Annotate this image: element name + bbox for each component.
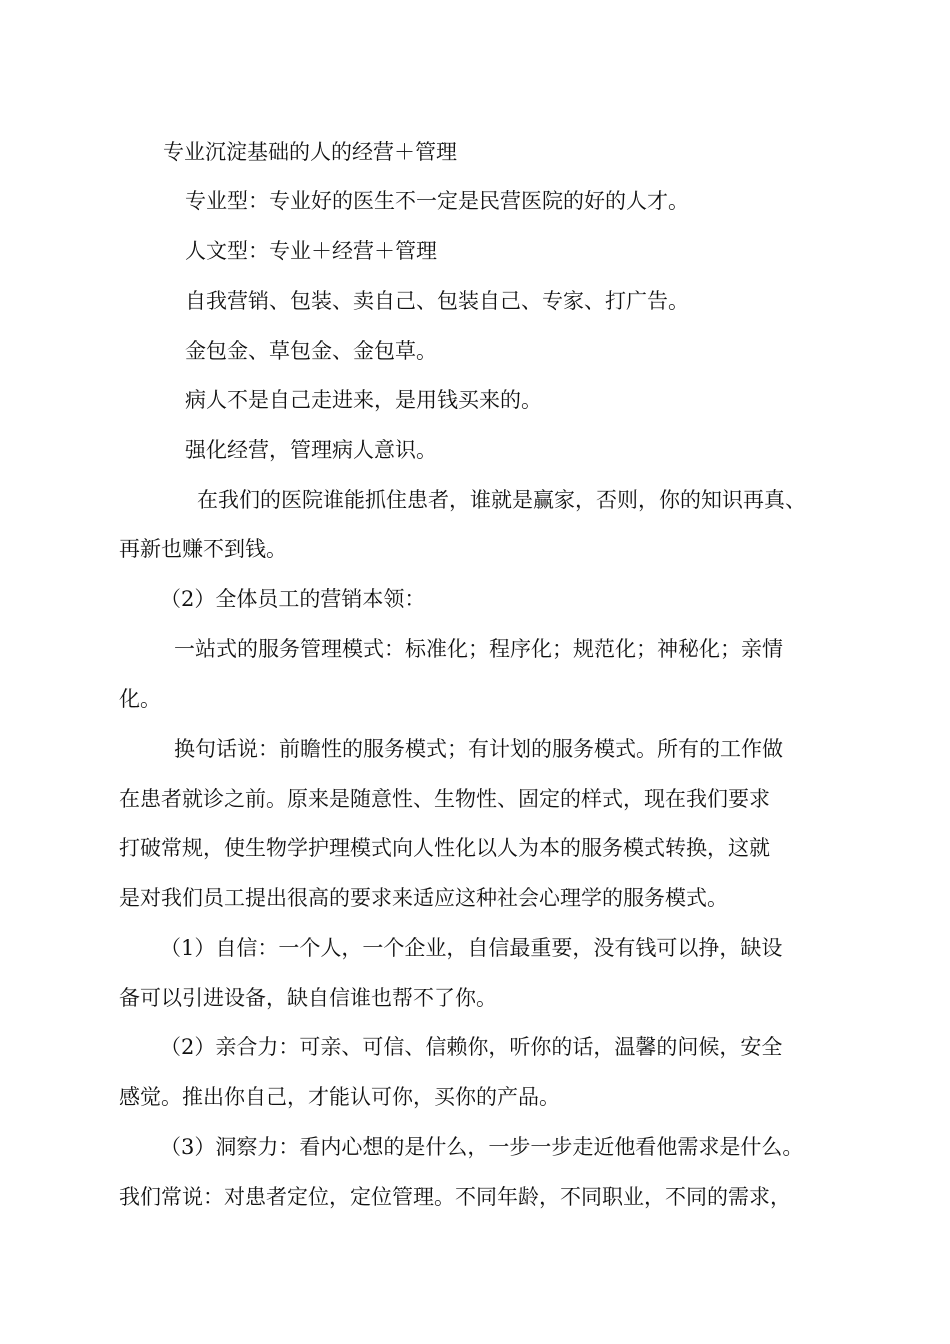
- text-line-17: （1）自信：一个人，一个企业，自信最重要，没有钱可以挣，缺设: [160, 936, 783, 960]
- text-line-8: 在我们的医院谁能抓住患者，谁就是赢家，否则，你的知识再真、: [197, 488, 806, 512]
- text-line-19: （2）亲合力：可亲、可信、信赖你，听你的话，温馨的问候，安全: [160, 1035, 783, 1059]
- text-line-6: 病人不是自己走进来，是用钱买来的。: [185, 388, 542, 412]
- text-line-3: 人文型：专业＋经营＋管理: [185, 239, 437, 263]
- text-line-15: 打破常规，使生物学护理模式向人性化以人为本的服务模式转换，这就: [119, 836, 770, 860]
- text-line-20: 感觉。推出你自己，才能认可你，买你的产品。: [119, 1085, 560, 1109]
- text-line-12: 化。: [119, 687, 161, 711]
- text-line-9: 再新也赚不到钱。: [119, 537, 287, 561]
- text-line-7: 强化经营，管理病人意识。: [185, 438, 437, 462]
- text-line-13: 换句话说：前瞻性的服务模式；有计划的服务模式。所有的工作做: [174, 737, 783, 761]
- text-line-21: （3）洞察力：看内心想的是什么，一步一步走近他看他需求是什么。: [160, 1135, 804, 1159]
- text-line-22: 我们常说：对患者定位，定位管理。不同年龄，不同职业，不同的需求，: [119, 1185, 791, 1209]
- text-line-11: 一站式的服务管理模式：标准化；程序化；规范化；神秘化；亲情: [174, 637, 783, 661]
- text-line-18: 备可以引进设备，缺自信谁也帮不了你。: [119, 986, 497, 1010]
- text-line-1: 专业沉淀基础的人的经营＋管理: [163, 140, 457, 164]
- text-line-2: 专业型：专业好的医生不一定是民营医院的好的人才。: [185, 189, 689, 213]
- text-line-14: 在患者就诊之前。原来是随意性、生物性、固定的样式，现在我们要求: [119, 787, 770, 811]
- text-line-4: 自我营销、包装、卖自己、包装自己、专家、打广告。: [185, 289, 689, 313]
- text-line-5: 金包金、草包金、金包草。: [185, 339, 437, 363]
- text-line-10: （2）全体员工的营销本领：: [160, 587, 426, 611]
- text-line-16: 是对我们员工提出很高的要求来适应这种社会心理学的服务模式。: [119, 886, 728, 910]
